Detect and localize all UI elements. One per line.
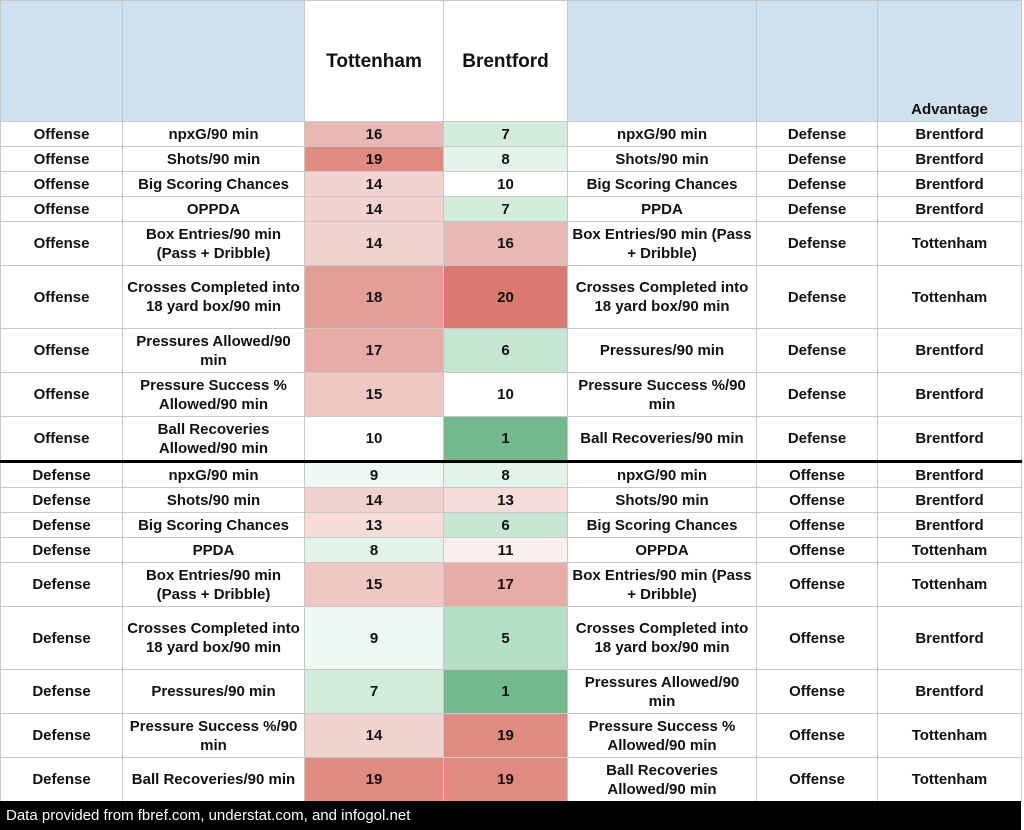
header-blank-side: [1, 1, 123, 122]
table-row: [1, 513, 1022, 538]
row-side: Offense: [1, 197, 123, 222]
row-metric: npxG/90 min: [123, 462, 305, 488]
row-metric: OPPDA: [123, 197, 305, 222]
row-advantage: Brentford: [878, 462, 1022, 488]
row-opponent-metric: npxG/90 min: [568, 122, 757, 147]
row-opponent-metric: Pressures Allowed/90 min: [568, 670, 757, 714]
row-metric: Crosses Completed into 18 yard box/90 min: [123, 607, 305, 670]
table-row: [1, 563, 1022, 607]
row-opponent-metric: Shots/90 min: [568, 488, 757, 513]
row-opponent-side: Offense: [757, 758, 878, 802]
table-row: [1, 607, 1022, 670]
row-side: Defense: [1, 538, 123, 563]
row-side: Defense: [1, 714, 123, 758]
row-brentford-value: 6: [444, 329, 568, 373]
row-advantage: Tottenham: [878, 222, 1022, 266]
row-advantage: Tottenham: [878, 758, 1022, 802]
row-opponent-side: Defense: [757, 329, 878, 373]
header-team-brentford: Brentford: [444, 1, 568, 122]
row-opponent-side: Defense: [757, 266, 878, 329]
row-metric: Shots/90 min: [123, 147, 305, 172]
row-brentford-value: 16: [444, 222, 568, 266]
row-brentford-value: 8: [444, 462, 568, 488]
row-metric: Crosses Completed into 18 yard box/90 min: [123, 266, 305, 329]
row-side: Defense: [1, 670, 123, 714]
row-opponent-side: Defense: [757, 197, 878, 222]
row-tottenham-value: 14: [305, 222, 444, 266]
row-brentford-value: 20: [444, 266, 568, 329]
row-tottenham-value: 10: [305, 417, 444, 462]
row-opponent-metric: PPDA: [568, 197, 757, 222]
row-tottenham-value: 19: [305, 758, 444, 802]
row-opponent-side: Offense: [757, 714, 878, 758]
row-opponent-metric: Big Scoring Chances: [568, 172, 757, 197]
row-advantage: Tottenham: [878, 266, 1022, 329]
row-opponent-metric: Ball Recoveries Allowed/90 min: [568, 758, 757, 802]
row-advantage: Brentford: [878, 197, 1022, 222]
row-brentford-value: 1: [444, 670, 568, 714]
row-metric: Ball Recoveries Allowed/90 min: [123, 417, 305, 462]
row-side: Defense: [1, 758, 123, 802]
row-tottenham-value: 14: [305, 197, 444, 222]
row-side: Offense: [1, 122, 123, 147]
table-row: [1, 197, 1022, 222]
row-metric: Shots/90 min: [123, 488, 305, 513]
row-opponent-side: Defense: [757, 417, 878, 462]
row-tottenham-value: 7: [305, 670, 444, 714]
row-side: Defense: [1, 607, 123, 670]
table-row: [1, 373, 1022, 417]
row-opponent-side: Defense: [757, 172, 878, 197]
row-tottenham-value: 8: [305, 538, 444, 563]
row-brentford-value: 6: [444, 513, 568, 538]
row-advantage: Brentford: [878, 513, 1022, 538]
row-opponent-metric: npxG/90 min: [568, 462, 757, 488]
row-side: Defense: [1, 488, 123, 513]
header-advantage: Advantage: [878, 1, 1022, 122]
header-blank-metric: [123, 1, 305, 122]
row-opponent-metric: Crosses Completed into 18 yard box/90 min: [568, 607, 757, 670]
table-row: [1, 172, 1022, 197]
row-opponent-side: Defense: [757, 147, 878, 172]
row-opponent-metric: Pressure Success % Allowed/90 min: [568, 714, 757, 758]
row-brentford-value: 10: [444, 373, 568, 417]
row-advantage: Tottenham: [878, 538, 1022, 563]
row-side: Offense: [1, 373, 123, 417]
row-metric: Pressures/90 min: [123, 670, 305, 714]
row-opponent-side: Offense: [757, 538, 878, 563]
row-metric: Pressures Allowed/90 min: [123, 329, 305, 373]
table-row: [1, 222, 1022, 266]
row-opponent-side: Offense: [757, 607, 878, 670]
row-tottenham-value: 16: [305, 122, 444, 147]
header-team-tottenham: Tottenham: [305, 1, 444, 122]
row-brentford-value: 8: [444, 147, 568, 172]
table-row: [1, 266, 1022, 329]
row-side: Defense: [1, 563, 123, 607]
row-opponent-metric: Ball Recoveries/90 min: [568, 417, 757, 462]
row-opponent-metric: Pressures/90 min: [568, 329, 757, 373]
row-brentford-value: 7: [444, 122, 568, 147]
row-tottenham-value: 14: [305, 714, 444, 758]
row-advantage: Brentford: [878, 417, 1022, 462]
table-row: [1, 670, 1022, 714]
row-metric: Big Scoring Chances: [123, 513, 305, 538]
row-side: Offense: [1, 266, 123, 329]
row-brentford-value: 17: [444, 563, 568, 607]
data-source-footer: Data provided from fbref.com, understat.com, and infogol.net: [0, 801, 1021, 830]
row-brentford-value: 19: [444, 758, 568, 802]
row-side: Offense: [1, 147, 123, 172]
row-tottenham-value: 9: [305, 462, 444, 488]
row-opponent-metric: Box Entries/90 min (Pass + Dribble): [568, 563, 757, 607]
row-opponent-side: Offense: [757, 488, 878, 513]
row-side: Offense: [1, 172, 123, 197]
table-row: [1, 462, 1022, 488]
row-advantage: Brentford: [878, 670, 1022, 714]
table-row: [1, 122, 1022, 147]
row-opponent-side: Defense: [757, 373, 878, 417]
row-metric: Box Entries/90 min (Pass + Dribble): [123, 563, 305, 607]
row-opponent-side: Offense: [757, 670, 878, 714]
table-row: [1, 538, 1022, 563]
row-metric: Box Entries/90 min (Pass + Dribble): [123, 222, 305, 266]
row-opponent-metric: Pressure Success %/90 min: [568, 373, 757, 417]
table-row: [1, 417, 1022, 462]
row-tottenham-value: 14: [305, 172, 444, 197]
row-advantage: Brentford: [878, 122, 1022, 147]
row-metric: Big Scoring Chances: [123, 172, 305, 197]
row-advantage: Brentford: [878, 373, 1022, 417]
header-row: [1, 1, 1022, 122]
row-metric: Pressure Success %/90 min: [123, 714, 305, 758]
row-tottenham-value: 15: [305, 563, 444, 607]
row-opponent-side: Offense: [757, 563, 878, 607]
row-opponent-side: Offense: [757, 462, 878, 488]
header-blank-opp-metric: [568, 1, 757, 122]
table-row: [1, 147, 1022, 172]
row-advantage: Brentford: [878, 172, 1022, 197]
row-opponent-metric: Shots/90 min: [568, 147, 757, 172]
row-metric: PPDA: [123, 538, 305, 563]
row-side: Offense: [1, 417, 123, 462]
row-tottenham-value: 13: [305, 513, 444, 538]
row-brentford-value: 19: [444, 714, 568, 758]
row-opponent-metric: Box Entries/90 min (Pass + Dribble): [568, 222, 757, 266]
row-side: Defense: [1, 462, 123, 488]
row-brentford-value: 5: [444, 607, 568, 670]
row-opponent-side: Defense: [757, 222, 878, 266]
row-metric: Ball Recoveries/90 min: [123, 758, 305, 802]
table-row: [1, 714, 1022, 758]
row-brentford-value: 10: [444, 172, 568, 197]
row-metric: Pressure Success % Allowed/90 min: [123, 373, 305, 417]
row-opponent-metric: Crosses Completed into 18 yard box/90 min: [568, 266, 757, 329]
row-tottenham-value: 18: [305, 266, 444, 329]
row-tottenham-value: 14: [305, 488, 444, 513]
row-tottenham-value: 15: [305, 373, 444, 417]
row-advantage: Brentford: [878, 147, 1022, 172]
header-blank-opp-side: [757, 1, 878, 122]
row-advantage: Tottenham: [878, 563, 1022, 607]
row-advantage: Brentford: [878, 607, 1022, 670]
row-side: Offense: [1, 329, 123, 373]
row-opponent-side: Defense: [757, 122, 878, 147]
row-advantage: Tottenham: [878, 714, 1022, 758]
row-brentford-value: 13: [444, 488, 568, 513]
table-row: [1, 488, 1022, 513]
row-opponent-metric: Big Scoring Chances: [568, 513, 757, 538]
row-advantage: Brentford: [878, 488, 1022, 513]
row-brentford-value: 7: [444, 197, 568, 222]
row-advantage: Brentford: [878, 329, 1022, 373]
row-brentford-value: 1: [444, 417, 568, 462]
row-side: Offense: [1, 222, 123, 266]
row-metric: npxG/90 min: [123, 122, 305, 147]
row-side: Defense: [1, 513, 123, 538]
row-opponent-side: Offense: [757, 513, 878, 538]
row-tottenham-value: 17: [305, 329, 444, 373]
row-opponent-metric: OPPDA: [568, 538, 757, 563]
row-brentford-value: 11: [444, 538, 568, 563]
row-tottenham-value: 9: [305, 607, 444, 670]
table-row: [1, 329, 1022, 373]
row-tottenham-value: 19: [305, 147, 444, 172]
table-row: [1, 758, 1022, 802]
